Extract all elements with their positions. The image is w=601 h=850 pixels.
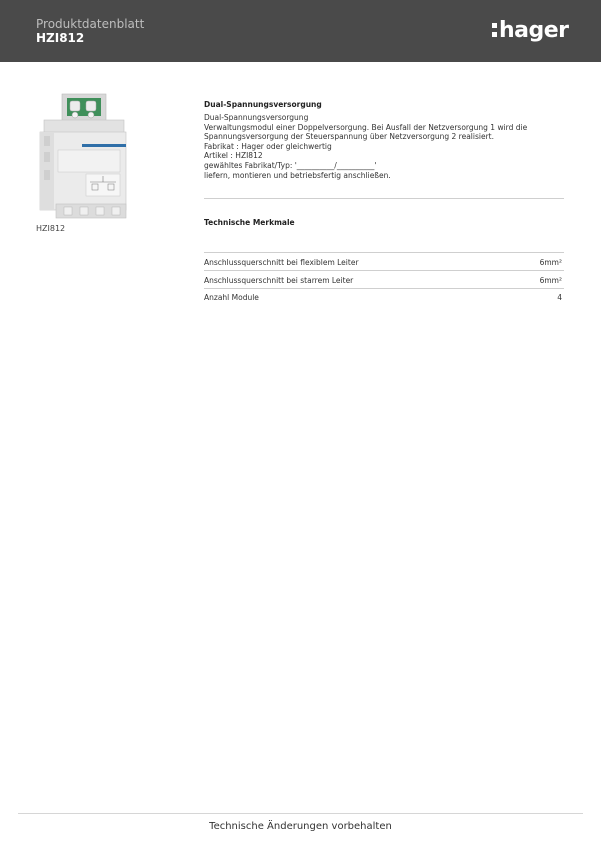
specs-title: Technische Merkmale (204, 218, 295, 227)
description-body (204, 113, 554, 180)
footer-divider (18, 813, 583, 814)
spec-label: Anzahl Module (204, 293, 259, 302)
header-product-code: HZI812 (36, 31, 85, 45)
image-caption: HZI812 (36, 224, 66, 233)
spec-value: 6mm² (539, 276, 562, 285)
description-line: Dual-Spannungsversorgung (204, 113, 309, 122)
hager-logo (492, 18, 569, 43)
description-line: gewähltes Fabrikat/Typ: '__________/__________' (204, 160, 377, 170)
section-divider (204, 198, 564, 199)
description-line: liefern, montieren und betriebsfertig anschließen. (204, 170, 391, 180)
logo-text: hager (499, 18, 569, 43)
spec-label: Anschlussquerschnitt bei starrem Leiter (204, 276, 354, 285)
description-title: Dual-Spannungsversorgung (204, 100, 322, 109)
description-line: Artikel : HZI812 (204, 151, 263, 161)
description-line: Verwaltungsmodul einer Doppelversorgung. Bei Ausfall der Netzversorgung 1 wird die (204, 122, 528, 132)
spec-row (204, 288, 564, 305)
spec-row (204, 271, 564, 288)
spec-value: 4 (557, 293, 562, 302)
product-image (34, 92, 132, 220)
description-line: Spannungsversorgung der Steuerspannung über Netzversorgung 2 realisiert. (204, 132, 494, 142)
page-header (0, 0, 601, 62)
footer-note: Technische Änderungen vorbehalten (209, 821, 392, 832)
spec-row (204, 253, 564, 270)
description-line: Fabrikat : Hager oder gleichwertig (204, 141, 332, 151)
spec-value: 6mm² (539, 258, 562, 267)
spec-label: Anschlussquerschnitt bei flexiblem Leiter (204, 258, 359, 267)
document-type: Produktdatenblatt (36, 17, 145, 31)
